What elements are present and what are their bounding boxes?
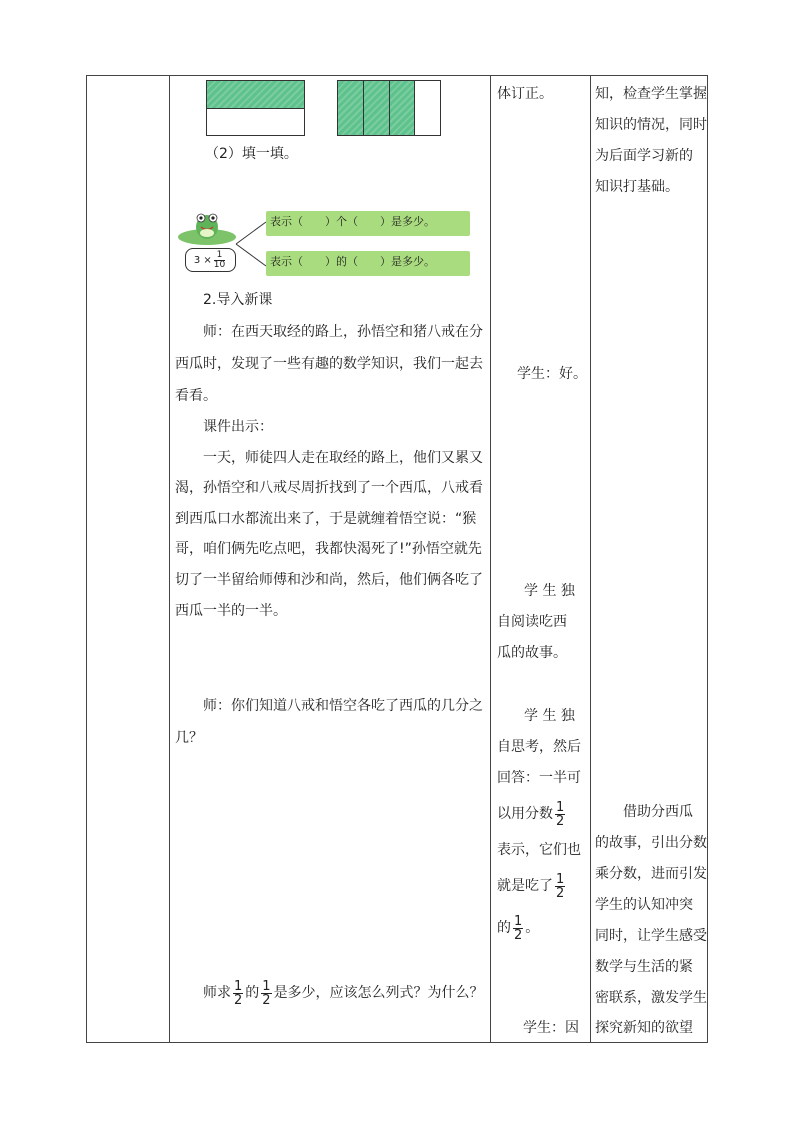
text-line: 西瓜时，发现了一些有趣的数学知识，我们一起去 — [175, 356, 483, 372]
text-line: 学生：因 — [523, 1020, 579, 1036]
text-line: 自阅读吃西 — [497, 614, 567, 630]
fraction-bar-half — [206, 80, 305, 136]
text-fragment: 的 — [497, 920, 511, 936]
text-line: 表示，它们也 — [497, 842, 581, 858]
column-divider — [590, 76, 591, 1042]
text-line: 数学与生活的紧 — [595, 959, 693, 975]
section-heading: 2.导入新课 — [203, 292, 273, 308]
fraction-bar-quarters — [337, 80, 441, 136]
text-line: 借助分西瓜 — [623, 804, 693, 820]
denominator: 2 — [556, 885, 565, 901]
text-fragment: 就是吃了 — [497, 878, 553, 894]
text-line: 密联系，激发学生 — [595, 990, 707, 1006]
frog-expression — [185, 248, 236, 272]
text-line: 几？ — [175, 730, 203, 746]
text-fragment: 。 — [525, 920, 540, 936]
divider — [414, 81, 415, 135]
text-fragment: 的 — [245, 985, 260, 1001]
denominator: 2 — [556, 813, 565, 829]
text-line: 到西瓜口水都流出来了，于是就缠着悟空说：“猴 — [175, 511, 477, 527]
branch-lines — [234, 218, 268, 270]
text-fragment: 是多少，应该怎么列式？为什么？ — [273, 985, 484, 1001]
text-line: 体订正。 — [497, 86, 553, 102]
numerator: 1 — [214, 251, 225, 261]
text-line: 学 生 独 — [524, 708, 575, 724]
prompt-box-2: 表示（ ）的（ ）是多少。 — [266, 251, 470, 276]
fill-in-label: （2）填一填。 — [205, 146, 298, 162]
text-line: 课件出示： — [203, 419, 273, 435]
text-line: 乘分数，进而引发 — [595, 866, 707, 882]
text-fragment: 师求 — [203, 985, 231, 1001]
text-line: 的故事，引出分数 — [595, 835, 707, 851]
text-line: 西瓜一半的一半。 — [175, 603, 287, 619]
text-line: 知识的情况，同时 — [595, 117, 707, 133]
text-line: 哥，咱们俩先吃点吧，我都快渴死了!”孙悟空就先 — [175, 541, 482, 557]
frog-icon — [176, 210, 238, 248]
text-line: 知识打基础。 — [595, 179, 679, 195]
numerator: 1 — [262, 978, 271, 994]
divider — [363, 81, 364, 135]
prompt-box-1: 表示（ ）个（ ）是多少。 — [266, 211, 470, 236]
text-line: 回答：一半可 — [497, 770, 581, 786]
fraction — [214, 251, 225, 270]
numerator: 1 — [514, 913, 523, 929]
fraction — [555, 873, 565, 900]
fraction — [555, 801, 565, 828]
text-line: 师：在西天取经的路上，孙悟空和猪八戒在分 — [203, 324, 483, 340]
denominator: 2 — [514, 927, 523, 943]
text-line: 渴，孙悟空和八戒尽周折找到了一个西瓜，八戒看 — [175, 480, 483, 496]
expr-prefix: 3 × — [193, 254, 212, 266]
numerator: 1 — [556, 871, 565, 887]
text-line: 探究新知的欲望 — [595, 1020, 693, 1036]
text-line: 一天，师徒四人走在取经的路上，他们又累又 — [203, 450, 483, 466]
text-line: 看看。 — [175, 388, 217, 404]
fraction — [233, 980, 243, 1007]
denominator: 2 — [262, 992, 271, 1008]
fraction — [261, 980, 271, 1007]
column-divider — [169, 76, 170, 1042]
text-fragment: 以用分数 — [497, 806, 553, 822]
denominator: 2 — [234, 992, 243, 1008]
text-line — [497, 912, 539, 944]
numerator: 1 — [234, 978, 243, 994]
text-line — [497, 870, 567, 902]
text-line — [497, 798, 567, 830]
shaded-part — [338, 81, 414, 135]
text-line: 切了一半留给师傅和沙和尚，然后，他们俩各吃了 — [175, 572, 483, 588]
text-line: 师：你们知道八戒和悟空各吃了西瓜的几分之 — [203, 698, 483, 714]
text-line: 自思考，然后 — [497, 739, 581, 755]
numerator: 1 — [556, 799, 565, 815]
text-line: 同时，让学生感受 — [595, 928, 707, 944]
text-line: 知，检查学生掌握 — [595, 86, 707, 102]
text-line: 学生：好。 — [517, 366, 587, 382]
text-line: 为后面学习新的 — [595, 148, 693, 164]
denominator: 10 — [213, 259, 226, 270]
text-line — [203, 976, 484, 1010]
fraction — [513, 915, 523, 942]
text-line: 学生的认知冲突 — [595, 897, 693, 913]
shaded-part — [207, 81, 304, 109]
text-line: 学 生 独 — [524, 583, 575, 599]
divider — [389, 81, 390, 135]
column-divider — [490, 76, 491, 1042]
text-line: 瓜的故事。 — [497, 645, 567, 661]
